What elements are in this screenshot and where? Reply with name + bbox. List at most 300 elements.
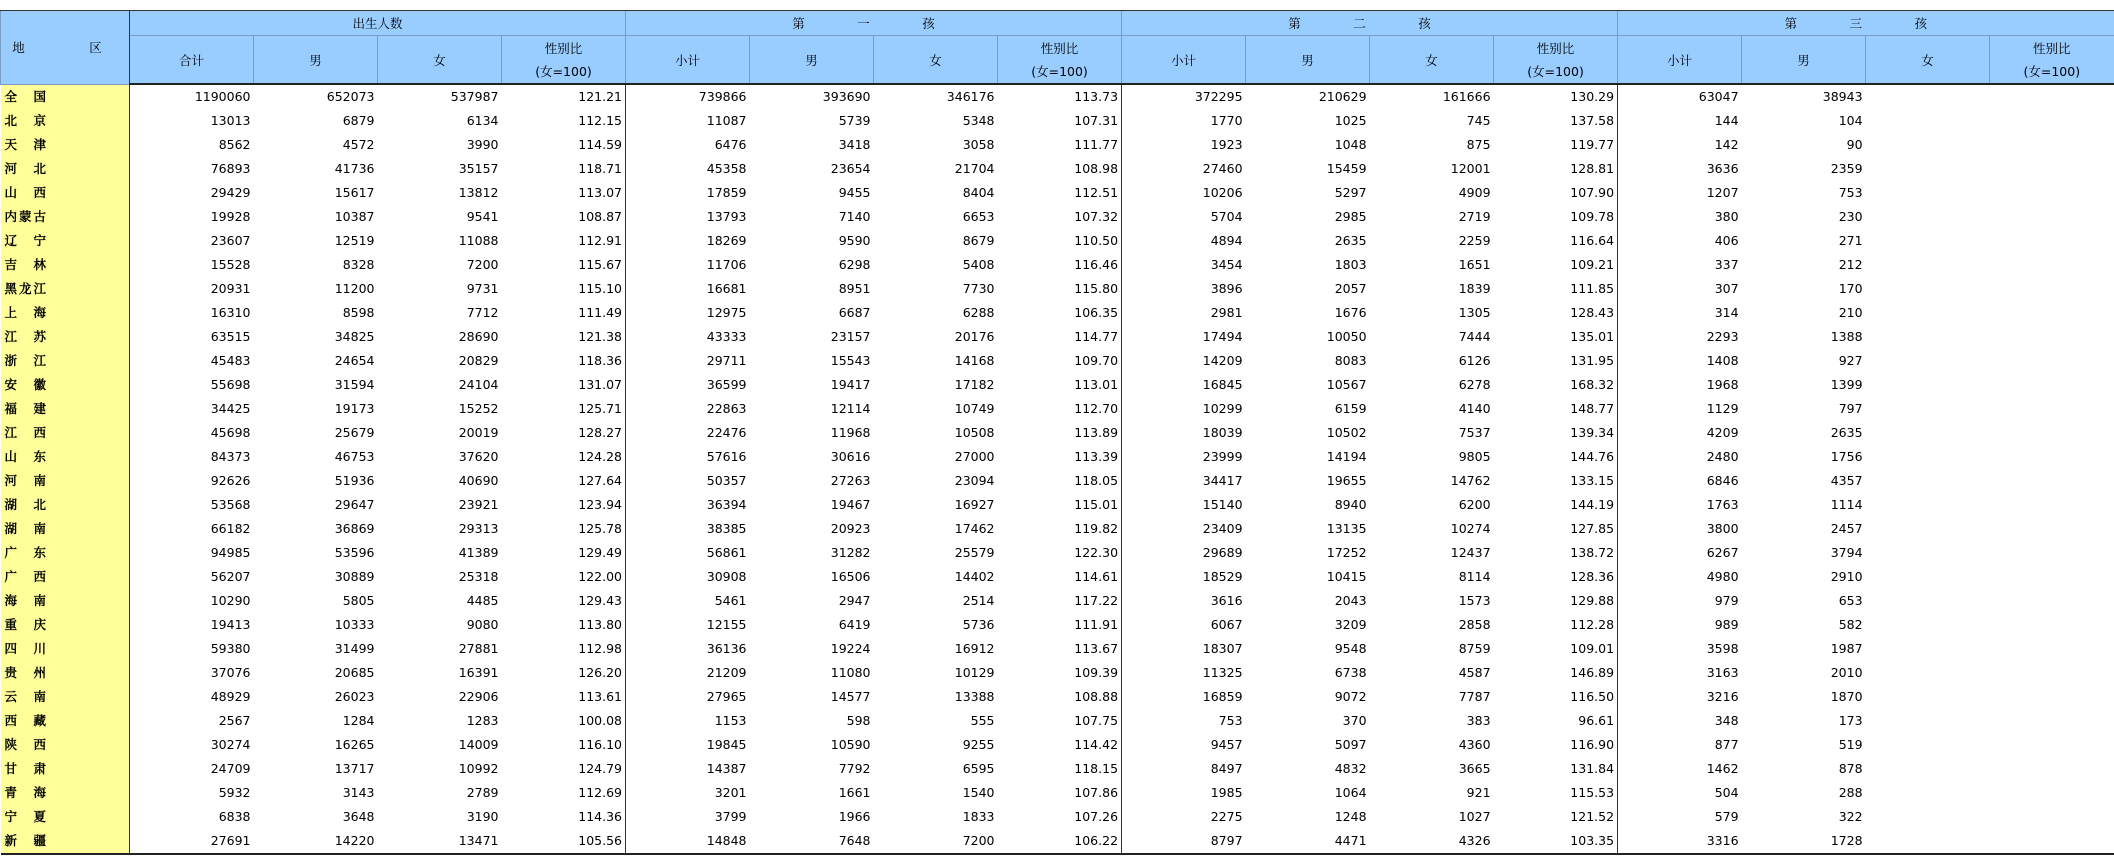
value-cell[interactable]: 113.61 [578, 689, 623, 704]
value-cell[interactable]: 113.73 [1074, 89, 1119, 104]
value-cell[interactable] [1990, 589, 2114, 613]
value-cell[interactable]: 2985 [1334, 209, 1367, 224]
value-cell[interactable]: 125.78 [578, 521, 623, 536]
value-cell[interactable]: 113.01 [1074, 377, 1119, 392]
value-cell[interactable]: 36394 [626, 493, 750, 517]
value-cell[interactable]: 582 [1838, 617, 1863, 632]
value-cell[interactable]: 109.39 [1074, 665, 1119, 680]
value-cell[interactable]: 7648 [750, 829, 874, 854]
value-cell[interactable]: 7792 [838, 761, 871, 776]
value-cell[interactable] [1866, 84, 1990, 109]
value-cell[interactable]: 4572 [342, 137, 375, 152]
value-cell[interactable]: 23654 [830, 161, 871, 176]
value-cell[interactable]: 27965 [626, 685, 750, 709]
value-cell[interactable]: 131.84 [1570, 761, 1615, 776]
value-cell[interactable]: 20931 [130, 277, 254, 301]
value-cell[interactable]: 25679 [334, 425, 375, 440]
value-cell[interactable]: 128.36 [1570, 569, 1615, 584]
value-cell[interactable]: 106.35 [1074, 305, 1119, 320]
value-cell[interactable] [1990, 709, 2114, 733]
value-cell[interactable]: 5408 [962, 257, 995, 272]
value-cell[interactable]: 118.15 [1074, 761, 1119, 776]
value-cell[interactable]: 3209 [1334, 617, 1367, 632]
value-cell[interactable]: 17462 [954, 521, 995, 536]
value-cell[interactable]: 128.27 [578, 425, 623, 440]
value-cell[interactable]: 12114 [830, 401, 871, 416]
value-cell[interactable]: 10749 [954, 401, 995, 416]
value-cell[interactable]: 107.90 [1570, 185, 1615, 200]
value-cell[interactable]: 173 [1838, 713, 1863, 728]
value-cell[interactable]: 3598 [1618, 637, 1742, 661]
value-cell[interactable]: 126.20 [578, 665, 623, 680]
value-cell[interactable]: 1803 [1334, 257, 1367, 272]
value-cell[interactable]: 797 [1838, 401, 1863, 416]
value-cell[interactable]: 10274 [1450, 521, 1491, 536]
value-cell[interactable]: 51936 [334, 473, 375, 488]
value-cell[interactable]: 37076 [130, 661, 254, 685]
value-cell[interactable]: 10415 [1326, 569, 1367, 584]
value-cell[interactable]: 107.32 [1074, 209, 1119, 224]
value-cell[interactable]: 9805 [1458, 449, 1491, 464]
value-cell[interactable]: 2858 [1458, 617, 1491, 632]
value-cell[interactable]: 27460 [1122, 157, 1246, 181]
value-cell[interactable]: 119.82 [1074, 521, 1119, 536]
value-cell[interactable]: 14009 [458, 737, 499, 752]
value-cell[interactable] [1990, 229, 2114, 253]
value-cell[interactable] [1866, 613, 1990, 637]
value-cell[interactable]: 1048 [1334, 137, 1367, 152]
value-cell[interactable]: 3799 [626, 805, 750, 829]
value-cell[interactable]: 23094 [954, 473, 995, 488]
value-cell[interactable]: 2480 [1618, 445, 1742, 469]
value-cell[interactable]: 19413 [130, 613, 254, 637]
value-cell[interactable]: 3800 [1618, 517, 1742, 541]
value-cell[interactable]: 41736 [334, 161, 375, 176]
value-cell[interactable]: 9255 [962, 737, 995, 752]
value-cell[interactable]: 8759 [1458, 641, 1491, 656]
value-cell[interactable]: 35157 [458, 161, 499, 176]
value-cell[interactable]: 1540 [962, 785, 995, 800]
value-cell[interactable]: 1408 [1618, 349, 1742, 373]
value-cell[interactable]: 41389 [458, 545, 499, 560]
value-cell[interactable]: 115.67 [578, 257, 623, 272]
value-cell[interactable]: 7537 [1458, 425, 1491, 440]
value-cell[interactable]: 112.70 [1074, 401, 1119, 416]
value-cell[interactable]: 6267 [1618, 541, 1742, 565]
value-cell[interactable]: 20685 [334, 665, 375, 680]
region-cell[interactable]: 广 东 [1, 541, 130, 565]
value-cell[interactable]: 1923 [1122, 133, 1246, 157]
value-cell[interactable]: 9455 [838, 185, 871, 200]
value-cell[interactable]: 59380 [130, 637, 254, 661]
value-cell[interactable]: 745 [1466, 113, 1491, 128]
value-cell[interactable]: 10590 [830, 737, 871, 752]
value-cell[interactable]: 555 [970, 713, 995, 728]
region-cell[interactable]: 上 海 [1, 301, 130, 325]
value-cell[interactable]: 4326 [1370, 829, 1494, 854]
value-cell[interactable]: 7712 [466, 305, 499, 320]
region-cell[interactable]: 西 藏 [1, 709, 130, 733]
value-cell[interactable]: 4471 [1246, 829, 1370, 854]
value-cell[interactable]: 1966 [838, 809, 871, 824]
value-cell[interactable] [1990, 685, 2114, 709]
value-cell[interactable]: 5704 [1122, 205, 1246, 229]
value-cell[interactable]: 5736 [962, 617, 995, 632]
value-cell[interactable]: 5297 [1334, 185, 1367, 200]
value-cell[interactable]: 10387 [334, 209, 375, 224]
value-cell[interactable]: 22906 [458, 689, 499, 704]
value-cell[interactable]: 19224 [830, 641, 871, 656]
value-cell[interactable]: 108.88 [1074, 689, 1119, 704]
value-cell[interactable]: 3896 [1122, 277, 1246, 301]
value-cell[interactable]: 129.49 [578, 545, 623, 560]
value-cell[interactable]: 3636 [1618, 157, 1742, 181]
value-cell[interactable]: 8404 [962, 185, 995, 200]
value-cell[interactable] [1866, 757, 1990, 781]
value-cell[interactable]: 36599 [626, 373, 750, 397]
value-cell[interactable]: 9548 [1334, 641, 1367, 656]
value-cell[interactable] [1990, 84, 2114, 109]
value-cell[interactable]: 45358 [626, 157, 750, 181]
region-cell[interactable]: 全 国 [1, 84, 130, 109]
value-cell[interactable] [1990, 757, 2114, 781]
value-cell[interactable]: 114.59 [578, 137, 623, 152]
value-cell[interactable]: 1153 [626, 709, 750, 733]
value-cell[interactable]: 123.94 [578, 497, 623, 512]
value-cell[interactable]: 348 [1618, 709, 1742, 733]
value-cell[interactable]: 519 [1838, 737, 1863, 752]
value-cell[interactable]: 111.77 [1074, 137, 1119, 152]
region-cell[interactable]: 江 西 [1, 421, 130, 445]
value-cell[interactable] [1866, 325, 1990, 349]
value-cell[interactable]: 6687 [838, 305, 871, 320]
value-cell[interactable]: 1651 [1458, 257, 1491, 272]
value-cell[interactable]: 2981 [1122, 301, 1246, 325]
value-cell[interactable]: 114.77 [1074, 329, 1119, 344]
value-cell[interactable] [1990, 829, 2114, 854]
value-cell[interactable]: 37620 [458, 449, 499, 464]
value-cell[interactable]: 12001 [1450, 161, 1491, 176]
value-cell[interactable]: 10290 [130, 589, 254, 613]
value-cell[interactable]: 124.28 [578, 449, 623, 464]
value-cell[interactable]: 1462 [1618, 757, 1742, 781]
value-cell[interactable]: 137.58 [1570, 113, 1615, 128]
value-cell[interactable]: 6738 [1334, 665, 1367, 680]
value-cell[interactable]: 989 [1618, 613, 1742, 637]
value-cell[interactable]: 8598 [342, 305, 375, 320]
value-cell[interactable]: 13812 [458, 185, 499, 200]
value-cell[interactable]: 115.53 [1570, 785, 1615, 800]
value-cell[interactable]: 2010 [1830, 665, 1863, 680]
value-cell[interactable]: 15252 [458, 401, 499, 416]
value-cell[interactable]: 13471 [378, 829, 502, 854]
value-cell[interactable]: 111.49 [578, 305, 623, 320]
value-cell[interactable]: 161666 [1442, 89, 1491, 104]
value-cell[interactable]: 84373 [130, 445, 254, 469]
value-cell[interactable]: 43333 [626, 325, 750, 349]
value-cell[interactable]: 121.52 [1570, 809, 1615, 824]
value-cell[interactable]: 7444 [1458, 329, 1491, 344]
value-cell[interactable] [1866, 205, 1990, 229]
value-cell[interactable]: 116.64 [1570, 233, 1615, 248]
value-cell[interactable]: 504 [1618, 781, 1742, 805]
value-cell[interactable]: 10508 [954, 425, 995, 440]
region-cell[interactable]: 福 建 [1, 397, 130, 421]
value-cell[interactable]: 5932 [130, 781, 254, 805]
value-cell[interactable]: 114.61 [1074, 569, 1119, 584]
value-cell[interactable]: 14168 [954, 353, 995, 368]
value-cell[interactable]: 6159 [1334, 401, 1367, 416]
value-cell[interactable]: 3990 [466, 137, 499, 152]
value-cell[interactable]: 15459 [1326, 161, 1367, 176]
value-cell[interactable]: 28690 [458, 329, 499, 344]
value-cell[interactable]: 16681 [626, 277, 750, 301]
value-cell[interactable]: 15140 [1122, 493, 1246, 517]
value-cell[interactable]: 115.80 [1074, 281, 1119, 296]
value-cell[interactable] [1866, 397, 1990, 421]
value-cell[interactable]: 6653 [962, 209, 995, 224]
region-cell[interactable]: 辽 宁 [1, 229, 130, 253]
region-cell[interactable]: 甘 肃 [1, 757, 130, 781]
value-cell[interactable]: 20829 [458, 353, 499, 368]
value-cell[interactable]: 2043 [1334, 593, 1367, 608]
value-cell[interactable]: 94985 [130, 541, 254, 565]
value-cell[interactable]: 13135 [1326, 521, 1367, 536]
value-cell[interactable]: 13388 [954, 689, 995, 704]
value-cell[interactable]: 9080 [466, 617, 499, 632]
value-cell[interactable]: 17494 [1122, 325, 1246, 349]
value-cell[interactable]: 14577 [830, 689, 871, 704]
value-cell[interactable]: 56861 [626, 541, 750, 565]
value-cell[interactable]: 116.46 [1074, 257, 1119, 272]
value-cell[interactable] [1990, 541, 2114, 565]
value-cell[interactable] [1990, 805, 2114, 829]
value-cell[interactable]: 148.77 [1570, 401, 1615, 416]
value-cell[interactable]: 6067 [1122, 613, 1246, 637]
value-cell[interactable]: 7200 [466, 257, 499, 272]
value-cell[interactable]: 210 [1838, 305, 1863, 320]
value-cell[interactable]: 31282 [830, 545, 871, 560]
value-cell[interactable]: 1284 [342, 713, 375, 728]
region-cell[interactable]: 河 南 [1, 469, 130, 493]
value-cell[interactable]: 16927 [954, 497, 995, 512]
value-cell[interactable]: 24104 [458, 377, 499, 392]
value-cell[interactable]: 10050 [1326, 329, 1367, 344]
value-cell[interactable]: 25579 [954, 545, 995, 560]
value-cell[interactable]: 3454 [1122, 253, 1246, 277]
value-cell[interactable]: 537987 [450, 89, 499, 104]
value-cell[interactable]: 11706 [626, 253, 750, 277]
value-cell[interactable] [1866, 109, 1990, 133]
value-cell[interactable]: 25318 [458, 569, 499, 584]
value-cell[interactable] [1866, 517, 1990, 541]
value-cell[interactable]: 288 [1838, 785, 1863, 800]
value-cell[interactable]: 36869 [334, 521, 375, 536]
region-cell[interactable]: 浙 江 [1, 349, 130, 373]
value-cell[interactable]: 113.39 [1074, 449, 1119, 464]
value-cell[interactable]: 393690 [822, 89, 871, 104]
value-cell[interactable]: 92626 [130, 469, 254, 493]
value-cell[interactable] [1866, 637, 1990, 661]
value-cell[interactable]: 19173 [334, 401, 375, 416]
value-cell[interactable]: 3794 [1830, 545, 1863, 560]
value-cell[interactable]: 90 [1846, 137, 1863, 152]
value-cell[interactable]: 21209 [626, 661, 750, 685]
region-cell[interactable]: 吉 林 [1, 253, 130, 277]
value-cell[interactable]: 1064 [1334, 785, 1367, 800]
value-cell[interactable]: 6476 [626, 133, 750, 157]
value-cell[interactable] [1990, 109, 2114, 133]
value-cell[interactable]: 23607 [130, 229, 254, 253]
value-cell[interactable]: 112.28 [1570, 617, 1615, 632]
value-cell[interactable]: 4894 [1122, 229, 1246, 253]
value-cell[interactable]: 5348 [962, 113, 995, 128]
value-cell[interactable]: 38385 [626, 517, 750, 541]
value-cell[interactable]: 27000 [954, 449, 995, 464]
value-cell[interactable]: 96.61 [1578, 713, 1615, 728]
value-cell[interactable]: 15543 [830, 353, 871, 368]
value-cell[interactable] [1990, 277, 2114, 301]
value-cell[interactable] [1866, 493, 1990, 517]
region-cell[interactable]: 北 京 [1, 109, 130, 133]
value-cell[interactable]: 34417 [1122, 469, 1246, 493]
value-cell[interactable]: 55698 [130, 373, 254, 397]
value-cell[interactable]: 114.42 [1074, 737, 1119, 752]
value-cell[interactable]: 131.95 [1570, 353, 1615, 368]
value-cell[interactable]: 6278 [1458, 377, 1491, 392]
value-cell[interactable]: 11080 [830, 665, 871, 680]
region-cell[interactable]: 黑龙江 [1, 277, 130, 301]
value-cell[interactable]: 15528 [130, 253, 254, 277]
value-cell[interactable]: 8114 [1458, 569, 1491, 584]
value-cell[interactable] [1866, 373, 1990, 397]
value-cell[interactable]: 2275 [1122, 805, 1246, 829]
value-cell[interactable]: 128.81 [1570, 161, 1615, 176]
value-cell[interactable]: 1870 [1830, 689, 1863, 704]
value-cell[interactable]: 23921 [458, 497, 499, 512]
value-cell[interactable]: 598 [846, 713, 871, 728]
value-cell[interactable]: 653 [1838, 593, 1863, 608]
value-cell[interactable]: 5739 [838, 113, 871, 128]
value-cell[interactable]: 12519 [334, 233, 375, 248]
value-cell[interactable]: 66182 [130, 517, 254, 541]
value-cell[interactable]: 979 [1618, 589, 1742, 613]
value-cell[interactable]: 9457 [1122, 733, 1246, 757]
value-cell[interactable]: 16265 [334, 737, 375, 752]
value-cell[interactable] [1866, 685, 1990, 709]
value-cell[interactable]: 1573 [1458, 593, 1491, 608]
value-cell[interactable]: 2567 [130, 709, 254, 733]
value-cell[interactable]: 125.71 [578, 401, 623, 416]
value-cell[interactable]: 29711 [626, 349, 750, 373]
value-cell[interactable] [1866, 565, 1990, 589]
value-cell[interactable] [1866, 469, 1990, 493]
value-cell[interactable]: 4832 [1334, 761, 1367, 776]
value-cell[interactable]: 5461 [626, 589, 750, 613]
value-cell[interactable]: 6595 [962, 761, 995, 776]
value-cell[interactable]: 6298 [838, 257, 871, 272]
value-cell[interactable]: 878 [1838, 761, 1863, 776]
value-cell[interactable]: 103.35 [1494, 829, 1618, 854]
value-cell[interactable]: 9590 [838, 233, 871, 248]
value-cell[interactable]: 53568 [130, 493, 254, 517]
value-cell[interactable]: 7730 [962, 281, 995, 296]
value-cell[interactable]: 27691 [130, 829, 254, 854]
value-cell[interactable]: 144 [1618, 109, 1742, 133]
value-cell[interactable]: 29429 [130, 181, 254, 205]
value-cell[interactable]: 113.07 [578, 185, 623, 200]
value-cell[interactable]: 29313 [458, 521, 499, 536]
value-cell[interactable]: 38943 [1822, 89, 1863, 104]
value-cell[interactable]: 135.01 [1570, 329, 1615, 344]
value-cell[interactable]: 107.75 [1074, 713, 1119, 728]
value-cell[interactable]: 921 [1466, 785, 1491, 800]
value-cell[interactable]: 3665 [1458, 761, 1491, 776]
value-cell[interactable]: 6838 [130, 805, 254, 829]
region-cell[interactable]: 四 川 [1, 637, 130, 661]
value-cell[interactable]: 46753 [334, 449, 375, 464]
value-cell[interactable]: 114.36 [578, 809, 623, 824]
value-cell[interactable] [1866, 781, 1990, 805]
value-cell[interactable]: 8083 [1334, 353, 1367, 368]
value-cell[interactable] [1866, 181, 1990, 205]
region-cell[interactable]: 贵 州 [1, 661, 130, 685]
value-cell[interactable]: 8497 [1122, 757, 1246, 781]
value-cell[interactable]: 2293 [1618, 325, 1742, 349]
value-cell[interactable]: 129.43 [578, 593, 623, 608]
value-cell[interactable]: 2947 [838, 593, 871, 608]
value-cell[interactable]: 4360 [1458, 737, 1491, 752]
value-cell[interactable]: 3418 [838, 137, 871, 152]
value-cell[interactable]: 3616 [1122, 589, 1246, 613]
value-cell[interactable]: 6419 [838, 617, 871, 632]
value-cell[interactable]: 24709 [130, 757, 254, 781]
value-cell[interactable]: 7200 [874, 829, 998, 854]
value-cell[interactable]: 16859 [1122, 685, 1246, 709]
value-cell[interactable]: 4909 [1458, 185, 1491, 200]
value-cell[interactable]: 8940 [1334, 497, 1367, 512]
value-cell[interactable]: 4140 [1458, 401, 1491, 416]
value-cell[interactable]: 23157 [830, 329, 871, 344]
value-cell[interactable]: 109.78 [1570, 209, 1615, 224]
value-cell[interactable]: 16845 [1122, 373, 1246, 397]
value-cell[interactable]: 8951 [838, 281, 871, 296]
value-cell[interactable]: 30889 [334, 569, 375, 584]
value-cell[interactable] [1990, 517, 2114, 541]
value-cell[interactable]: 322 [1838, 809, 1863, 824]
value-cell[interactable]: 118.36 [578, 353, 623, 368]
value-cell[interactable]: 1987 [1830, 641, 1863, 656]
value-cell[interactable]: 2719 [1458, 209, 1491, 224]
value-cell[interactable] [1990, 613, 2114, 637]
value-cell[interactable]: 875 [1466, 137, 1491, 152]
value-cell[interactable]: 22476 [626, 421, 750, 445]
value-cell[interactable]: 8797 [1122, 829, 1246, 854]
value-cell[interactable]: 14402 [954, 569, 995, 584]
value-cell[interactable]: 19467 [830, 497, 871, 512]
value-cell[interactable]: 1388 [1830, 329, 1863, 344]
value-cell[interactable]: 1190060 [130, 84, 254, 109]
value-cell[interactable]: 11088 [458, 233, 499, 248]
value-cell[interactable]: 753 [1122, 709, 1246, 733]
value-cell[interactable]: 112.98 [578, 641, 623, 656]
value-cell[interactable] [1990, 397, 2114, 421]
value-cell[interactable]: 1027 [1458, 809, 1491, 824]
value-cell[interactable]: 1763 [1618, 493, 1742, 517]
value-cell[interactable]: 53596 [334, 545, 375, 560]
value-cell[interactable]: 14848 [626, 829, 750, 854]
value-cell[interactable]: 109.01 [1570, 641, 1615, 656]
